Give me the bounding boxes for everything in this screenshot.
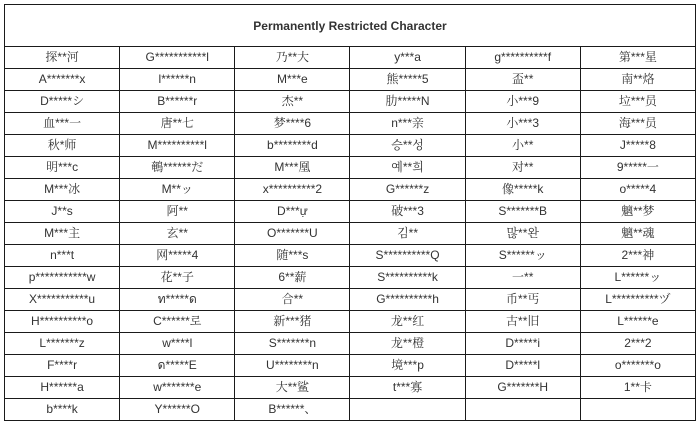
- table-cell: l******n: [120, 69, 235, 91]
- table-cell: 像*****k: [465, 179, 580, 201]
- table-row: [5, 289, 696, 311]
- table-row: [5, 355, 696, 377]
- table-cell: A*******x: [5, 69, 120, 91]
- table-row: [5, 179, 696, 201]
- table-title: Permanently Restricted Character: [5, 5, 696, 47]
- table-cell: X***********u: [5, 289, 120, 311]
- table-cell: 对**: [465, 157, 580, 179]
- table-cell: G***********l: [120, 47, 235, 69]
- restricted-names-panel: [4, 4, 696, 421]
- table-cell: [465, 399, 580, 421]
- table-cell: ด*****E: [120, 355, 235, 377]
- table-row: [5, 377, 696, 399]
- table-cell: 血***一: [5, 113, 120, 135]
- table-row: [5, 135, 696, 157]
- table-cell: M***e: [235, 69, 350, 91]
- table-cell: [350, 399, 465, 421]
- table-cell: 随***s: [235, 245, 350, 267]
- table-row: [5, 245, 696, 267]
- table-cell: 秋*师: [5, 135, 120, 157]
- table-cell: L******e: [580, 311, 695, 333]
- table-cell: D*****l: [465, 355, 580, 377]
- table-row: [5, 47, 696, 69]
- table-cell: 合**: [235, 289, 350, 311]
- table-cell: M**********l: [120, 135, 235, 157]
- table-body: [5, 47, 696, 421]
- table-cell: [580, 399, 695, 421]
- table-row: [5, 91, 696, 113]
- table-cell: 盃**: [465, 69, 580, 91]
- table-cell: 玄**: [120, 223, 235, 245]
- table-cell: 垃***员: [580, 91, 695, 113]
- table-cell: J*****8: [580, 135, 695, 157]
- table-cell: S*******B: [465, 201, 580, 223]
- table-row: [5, 333, 696, 355]
- table-cell: 小***3: [465, 113, 580, 135]
- table-cell: B******、: [235, 399, 350, 421]
- table-cell: p***********w: [5, 267, 120, 289]
- table-cell: 探**河: [5, 47, 120, 69]
- table-cell: 阿**: [120, 201, 235, 223]
- table-cell: 1**卡: [580, 377, 695, 399]
- table-row: [5, 157, 696, 179]
- table-header-row: [5, 5, 696, 47]
- table-cell: 第***星: [580, 47, 695, 69]
- table-cell: 破***3: [350, 201, 465, 223]
- table-cell: 唐**七: [120, 113, 235, 135]
- table-row: [5, 223, 696, 245]
- table-cell: x**********2: [235, 179, 350, 201]
- table-cell: 鵪******だ: [120, 157, 235, 179]
- table-cell: ท*****ด: [120, 289, 235, 311]
- table-cell: 南**烙: [580, 69, 695, 91]
- table-cell: 승**성: [350, 135, 465, 157]
- table-cell: O*******U: [235, 223, 350, 245]
- table-cell: 花**子: [120, 267, 235, 289]
- table-cell: 小**: [465, 135, 580, 157]
- table-cell: S*******n: [235, 333, 350, 355]
- table-cell: 币**丐: [465, 289, 580, 311]
- table-cell: 2***神: [580, 245, 695, 267]
- table-cell: 新***猪: [235, 311, 350, 333]
- table-cell: L*******z: [5, 333, 120, 355]
- table-cell: C******로: [120, 311, 235, 333]
- table-cell: L******ッ: [580, 267, 695, 289]
- table-cell: Y******O: [120, 399, 235, 421]
- table-row: [5, 399, 696, 421]
- table-cell: o*******o: [580, 355, 695, 377]
- table-cell: 古**旧: [465, 311, 580, 333]
- table-cell: M***冰: [5, 179, 120, 201]
- table-row: [5, 267, 696, 289]
- table-cell: H**********o: [5, 311, 120, 333]
- table-cell: b****k: [5, 399, 120, 421]
- table-cell: D***ự: [235, 201, 350, 223]
- table-cell: w*******e: [120, 377, 235, 399]
- restricted-names-table: [4, 4, 696, 421]
- table-cell: 김**: [350, 223, 465, 245]
- table-cell: B******r: [120, 91, 235, 113]
- table-row: [5, 69, 696, 91]
- table-cell: S**********Q: [350, 245, 465, 267]
- table-cell: 网*****4: [120, 245, 235, 267]
- table-cell: 境***p: [350, 355, 465, 377]
- table-cell: b********d: [235, 135, 350, 157]
- table-cell: G******z: [350, 179, 465, 201]
- table-cell: y***a: [350, 47, 465, 69]
- table-cell: w****l: [120, 333, 235, 355]
- table-cell: 龙**橙: [350, 333, 465, 355]
- table-cell: 小***9: [465, 91, 580, 113]
- table-cell: S**********k: [350, 267, 465, 289]
- table-cell: 一**: [465, 267, 580, 289]
- table-cell: S******ッ: [465, 245, 580, 267]
- table-row: [5, 113, 696, 135]
- table-cell: 明***c: [5, 157, 120, 179]
- table-cell: 9*****一: [580, 157, 695, 179]
- table-cell: D*****シ: [5, 91, 120, 113]
- table-cell: M**ッ: [120, 179, 235, 201]
- table-cell: U********n: [235, 355, 350, 377]
- table-cell: 大**鲨: [235, 377, 350, 399]
- table-cell: G**********h: [350, 289, 465, 311]
- table-cell: D*****i: [465, 333, 580, 355]
- table-cell: 魑**魂: [580, 223, 695, 245]
- table-row: [5, 311, 696, 333]
- table-cell: 杰**: [235, 91, 350, 113]
- table-cell: H******a: [5, 377, 120, 399]
- table-cell: M***主: [5, 223, 120, 245]
- table-cell: 乃**大: [235, 47, 350, 69]
- table-cell: G*******H: [465, 377, 580, 399]
- table-cell: 魑**梦: [580, 201, 695, 223]
- table-cell: 海***员: [580, 113, 695, 135]
- table-row: [5, 201, 696, 223]
- table-cell: o*****4: [580, 179, 695, 201]
- table-cell: F****r: [5, 355, 120, 377]
- table-cell: n***t: [5, 245, 120, 267]
- table-cell: 예**희: [350, 157, 465, 179]
- table-cell: g**********f: [465, 47, 580, 69]
- table-cell: 6**薪: [235, 267, 350, 289]
- table-cell: 2***2: [580, 333, 695, 355]
- table-cell: M***凰: [235, 157, 350, 179]
- table-cell: n***亲: [350, 113, 465, 135]
- table-cell: 熊*****5: [350, 69, 465, 91]
- table-cell: 많**완: [465, 223, 580, 245]
- table-cell: L**********ヅ: [580, 289, 695, 311]
- table-cell: 龙**红: [350, 311, 465, 333]
- table-cell: 梦****6: [235, 113, 350, 135]
- table-cell: J**s: [5, 201, 120, 223]
- table-cell: 肋*****N: [350, 91, 465, 113]
- table-cell: t***寡: [350, 377, 465, 399]
